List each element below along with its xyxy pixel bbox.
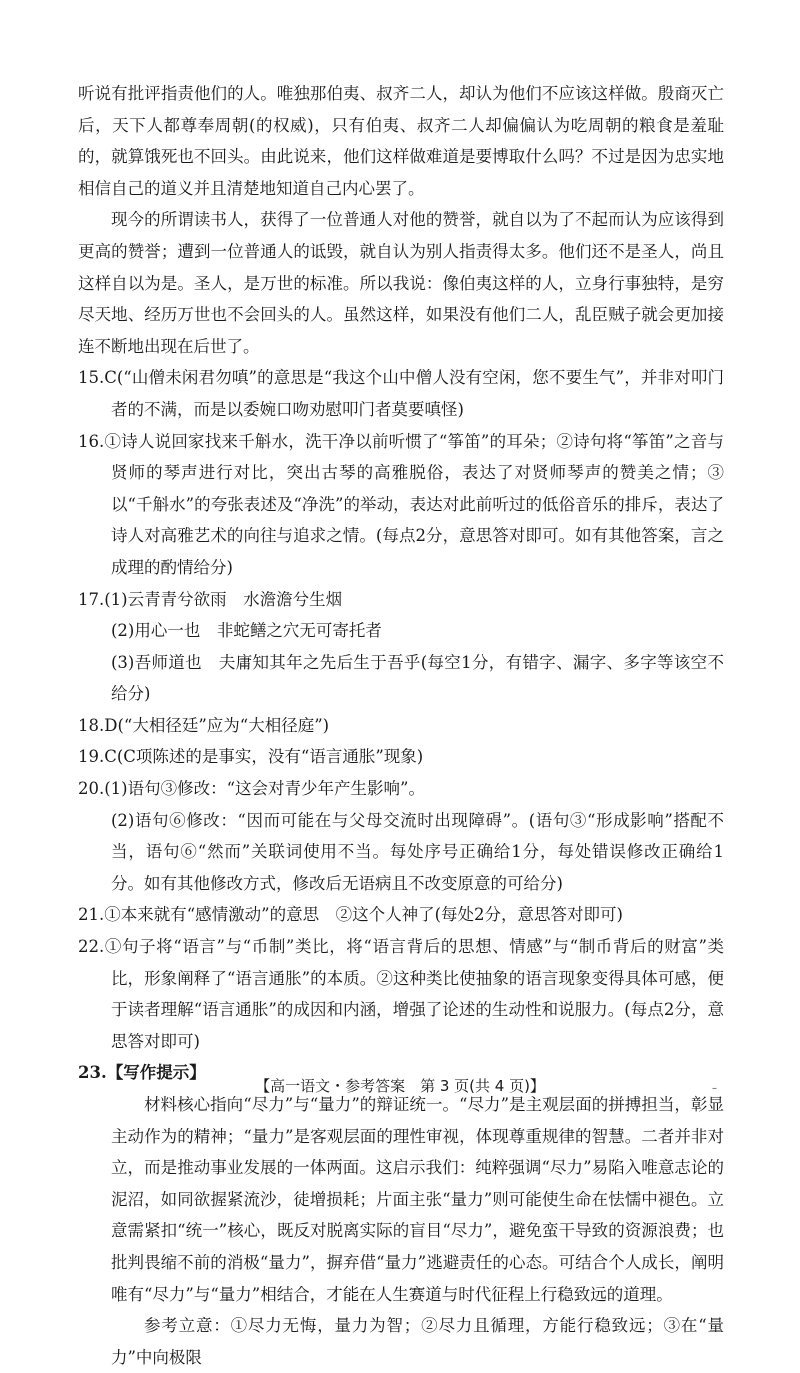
answer-17-1: 17.(1)云青青兮欲雨 水澹澹兮生烟 bbox=[78, 589, 343, 609]
answer-21: 21.①本来就有“感情激动”的意思 ②这个人神了(每处2分，意思答对即可) bbox=[78, 905, 623, 925]
corner-mark: – bbox=[712, 1083, 717, 1094]
page-content bbox=[78, 78, 724, 1373]
answer-18: 18.D(“大相径廷”应为“大相径庭”) bbox=[78, 715, 330, 735]
answer-17-3: (3)吾师道也 夫庸知其年之先后生于吾乎(每空1分，有错字、漏字、多字等该空不给分) bbox=[111, 652, 724, 704]
answer-15: 15.C(“山僧未闲君勿嗔”的意思是“我这个山中僧人没有空闲，您不要生气”，并非对叩门者的不满，而是以委婉口吻劝慰叩门者莫要嗔怪) bbox=[78, 368, 724, 419]
answer-23-header: 23.【写作提示】 bbox=[78, 1063, 206, 1083]
translation-paragraph-2: 现今的所谓读书人，获得了一位普通人对他的赞誉，就自以为了不起而认为应该得到更高的赞誉；遭到一位普通人的诋毁，就自认为别人指责得太多。他们还不是圣人，尚且这样自以为是。圣人，是万世的标准。所以我说：像伯夷这样的人，立身行事独特，是穷尽天地、经历万世也不会回头的人。虽然这样，如果没有他们二人，乱臣贼子就会更加接连不断地出现在后世了。 bbox=[78, 210, 724, 356]
answer-23-reference-themes: 参考立意：①尽力无悔，量力为智；②尽力且循理，方能行稳致远；③在“量力”中向极限 bbox=[111, 1316, 724, 1367]
answer-22: 22.①句子将“语言”与“币制”类比，将“语言背后的思想、情感”与“制币背后的财富”类比，形象阐释了“语言通胀”的本质。②这种类比使抽象的语言现象变得具体可感，便于读者理解“语言通胀”的成因和内涵，增强了论述的生动性和说服力。(每点2分，意思答对即可) bbox=[78, 937, 724, 1051]
answer-16: 16.①诗人说回家找来千斛水，洗干净以前听惯了“筝笛”的耳朵；②诗句将“筝笛”之音与贤师的琴声进行对比，突出古琴的高雅脱俗，表达了对贤师琴声的赞美之情；③以“千斛水”的夸张表述及“净洗”的举动，表达对此前听过的低俗音乐的排斥，表达了诗人对高雅艺术的向往与追求之情。(每点2分，意思答对即可。如有其他答案，言之成理的酌情给分) bbox=[78, 431, 724, 577]
answer-19: 19.C(C项陈述的是事实，没有“语言通胀”现象) bbox=[78, 747, 424, 767]
page-footer: 【高一语文・参考答案 第 3 页(共 4 页)】 bbox=[255, 1077, 545, 1095]
answer-20-1: 20.(1)语句③修改：“这会对青少年产生影响”。 bbox=[78, 779, 425, 799]
answer-23-writing-tips: 材料核心指向“尽力”与“量力”的辩证统一。“尽力”是主观层面的拼搏担当，彰显主动作为的精神；“量力”是客观层面的理性审视，体现尊重规律的智慧。二者并非对立，而是推动事业发展的一体两面。这启示我们：纯粹强调“尽力”易陷入唯意志论的泥沼，如同欲握紧流沙，徒增损耗；片面主张“量力”则可能使生命在怯懦中褪色。立意需紧扣“统一”核心，既反对脱离实际的盲目“尽力”，避免蛮干导致的资源浪费；也批判畏缩不前的消极“量力”，摒弃借“量力”逃避责任的心态。可结合个人成长，阐明唯有“尽力”与“量力”相结合，才能在人生赛道与时代征程上行稳致远的道理。 bbox=[111, 1095, 724, 1304]
translation-paragraph-1: 听说有批评指责他们的人。唯独那伯夷、叔齐二人，却认为他们不应该这样做。殷商灭亡后，天下人都尊奉周朝(的权威)，只有伯夷、叔齐二人却偏偏认为吃周朝的粮食是羞耻的，就算饿死也不回头。由此说来，他们这样做难道是要博取什么吗？不过是因为忠实地相信自己的道义并且清楚地知道自己内心罢了。 bbox=[78, 84, 724, 198]
answer-20-2: (2)语句⑥修改：“因而可能在与父母交流时出现障碍”。(语句③“形成影响”搭配不当，语句⑥“然而”关联词使用不当。每处序号正确给1分，每处错误修改正确给1分。如有其他修改方式，修改后无语病且不改变原意的可给分) bbox=[111, 810, 724, 893]
answer-17-2: (2)用心一也 非蛇鳝之穴无可寄托者 bbox=[111, 621, 382, 641]
